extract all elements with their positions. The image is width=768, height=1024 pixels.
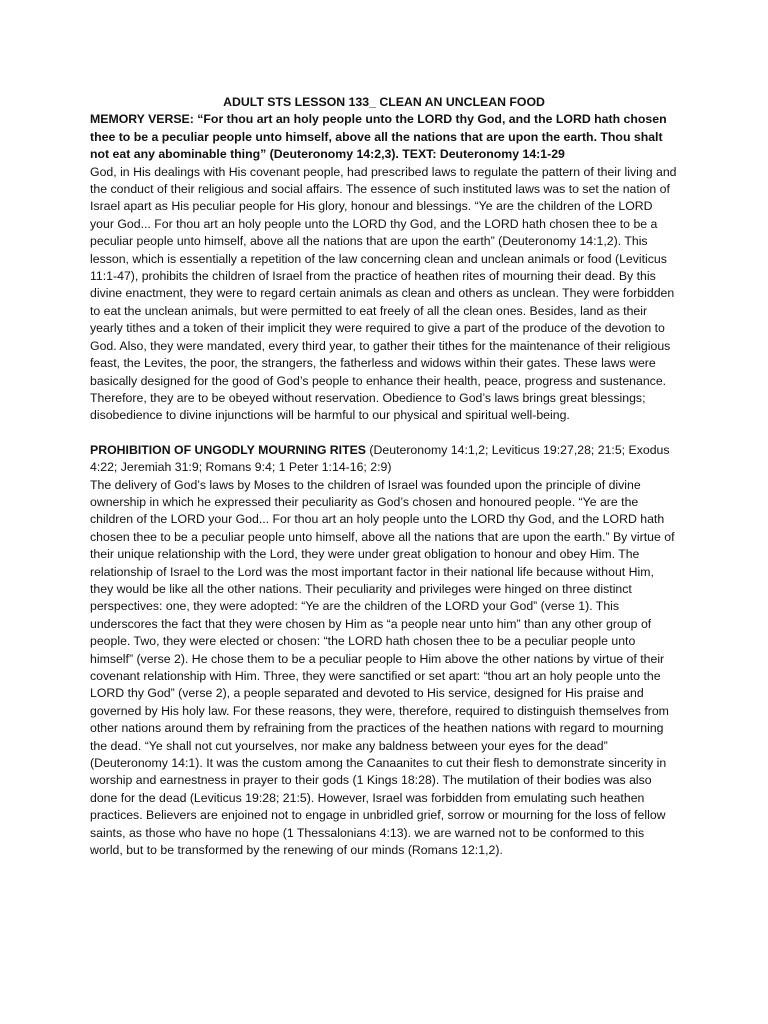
intro-paragraph: God, in His dealings with His covenant people, had prescribed laws to regulate the pattern of their living and the conduct of their religious and social affairs. The essence of such instituted laws was to set the nation of Israel apart as His peculiar people for His glory, honour and blessings. “Ye are the children of the LORD your God... For thou art an holy people unto the LORD thy God, and the LORD hath chosen thee to be a peculiar people unto himself, above all the nations that are upon the earth” (Deuteronomy 14:1,2). This lesson, which is essentially a repetition of the law concerning clean and unclean animals or food (Leviticus 11:1-47), prohibits the children of Israel from the practice of heathen rites of mourning their dead. By this divine enactment, they were to regard certain animals as clean and others as unclean. They were forbidden to eat the unclean animals, but were permitted to eat freely of all the clean ones. Besides, land as their yearly tithes and a token of their implicit they were required to give a part of the produce of the devotion to God. Also, they were mandated, every third year, to gather their tithes for the maintenance of their religious feast, the Levites, the poor, the strangers, the fatherless and widows within their gates. These laws were basically designed for the good of God’s people to enhance their health, peace, progress and sustenance. Therefore, they are to be obeyed without reservation. Obedience to God’s laws brings great blessings; disobedience to divine injunctions will be harmful to our physical and spiritual well-being. <box>90 164 677 423</box>
section-heading-title: PROHIBITION OF UNGODLY MOURNING RITES <box>90 442 367 457</box>
section-references: (Deuteronomy 14:1,2; Leviticus 19:27,28; 21:5; Exodus 4:22; Jeremiah 31:9; Romans 9:4; 1 Peter 1:14-16; 2:9) <box>90 442 670 475</box>
memory-verse: MEMORY VERSE: “For thou art an holy people unto the LORD thy God, and the LORD hath chosen thee to be a peculiar people unto himself, above all the nations that are upon the earth. Thou shalt not eat any abominable thing” (Deuteronomy 14:2,3). TEXT: Deuteronomy 14:1-29 <box>90 112 667 162</box>
document-page <box>90 94 678 859</box>
section-paragraph: The delivery of God’s laws by Moses to the children of Israel was founded upon the principle of divine ownership in which he expressed their peculiarity as God’s chosen and honoured people. “Ye are the children of the LORD your God... For thou art an holy people unto the LORD thy God, and the LORD hath chosen thee to be a peculiar people unto himself, above all the nations that are upon the earth.” By virtue of their unique relationship with the Lord, they were under great obligation to honour and obey Him. The relationship of Israel to the Lord was the most important factor in their national life because without Him, they would be like all the other nations. Their peculiarity and privileges were hinged on three distinct perspectives: one, they were adopted: “Ye are the children of the LORD your God” (verse 1). This underscores the fact that they were chosen by Him as “a people near unto him” than any other group of people. Two, they were elected or chosen: “the LORD hath chosen thee to be a peculiar people unto himself” (verse 2). He chose them to be a peculiar people to Him above the other nations by virtue of their covenant relationship with Him. Three, they were sanctified or set apart: “thou art an holy people unto the LORD thy God” (verse 2), a people separated and devoted to His service, designed for His praise and governed by His holy law. For these reasons, they were, therefore, required to distinguish themselves from other nations around them by refraining from the practices of the heathen nations with regard to mourning the dead. “Ye shall not cut yourselves, nor make any baldness between your eyes for the dead” (Deuteronomy 14:1). It was the custom among the Canaanites to cut their flesh to demonstrate sincerity in worship and earnestness in prayer to their gods (1 Kings 18:28). The mutilation of their bodies was also done for the dead (Leviticus 19:28; 21:5). However, Israel was forbidden from emulating such heathen practices. Believers are enjoined not to engage in unbridled grief, sorrow or mourning for the loss of fellow saints, as those who have no hope (1 Thessalonians 4:13). we are warned not to be conformed to this world, but to be transformed by the renewing of our minds (Romans 12:1,2). <box>90 477 675 858</box>
lesson-title: ADULT STS LESSON 133_ CLEAN AN UNCLEAN FOOD <box>223 95 545 109</box>
section-heading <box>90 442 678 477</box>
